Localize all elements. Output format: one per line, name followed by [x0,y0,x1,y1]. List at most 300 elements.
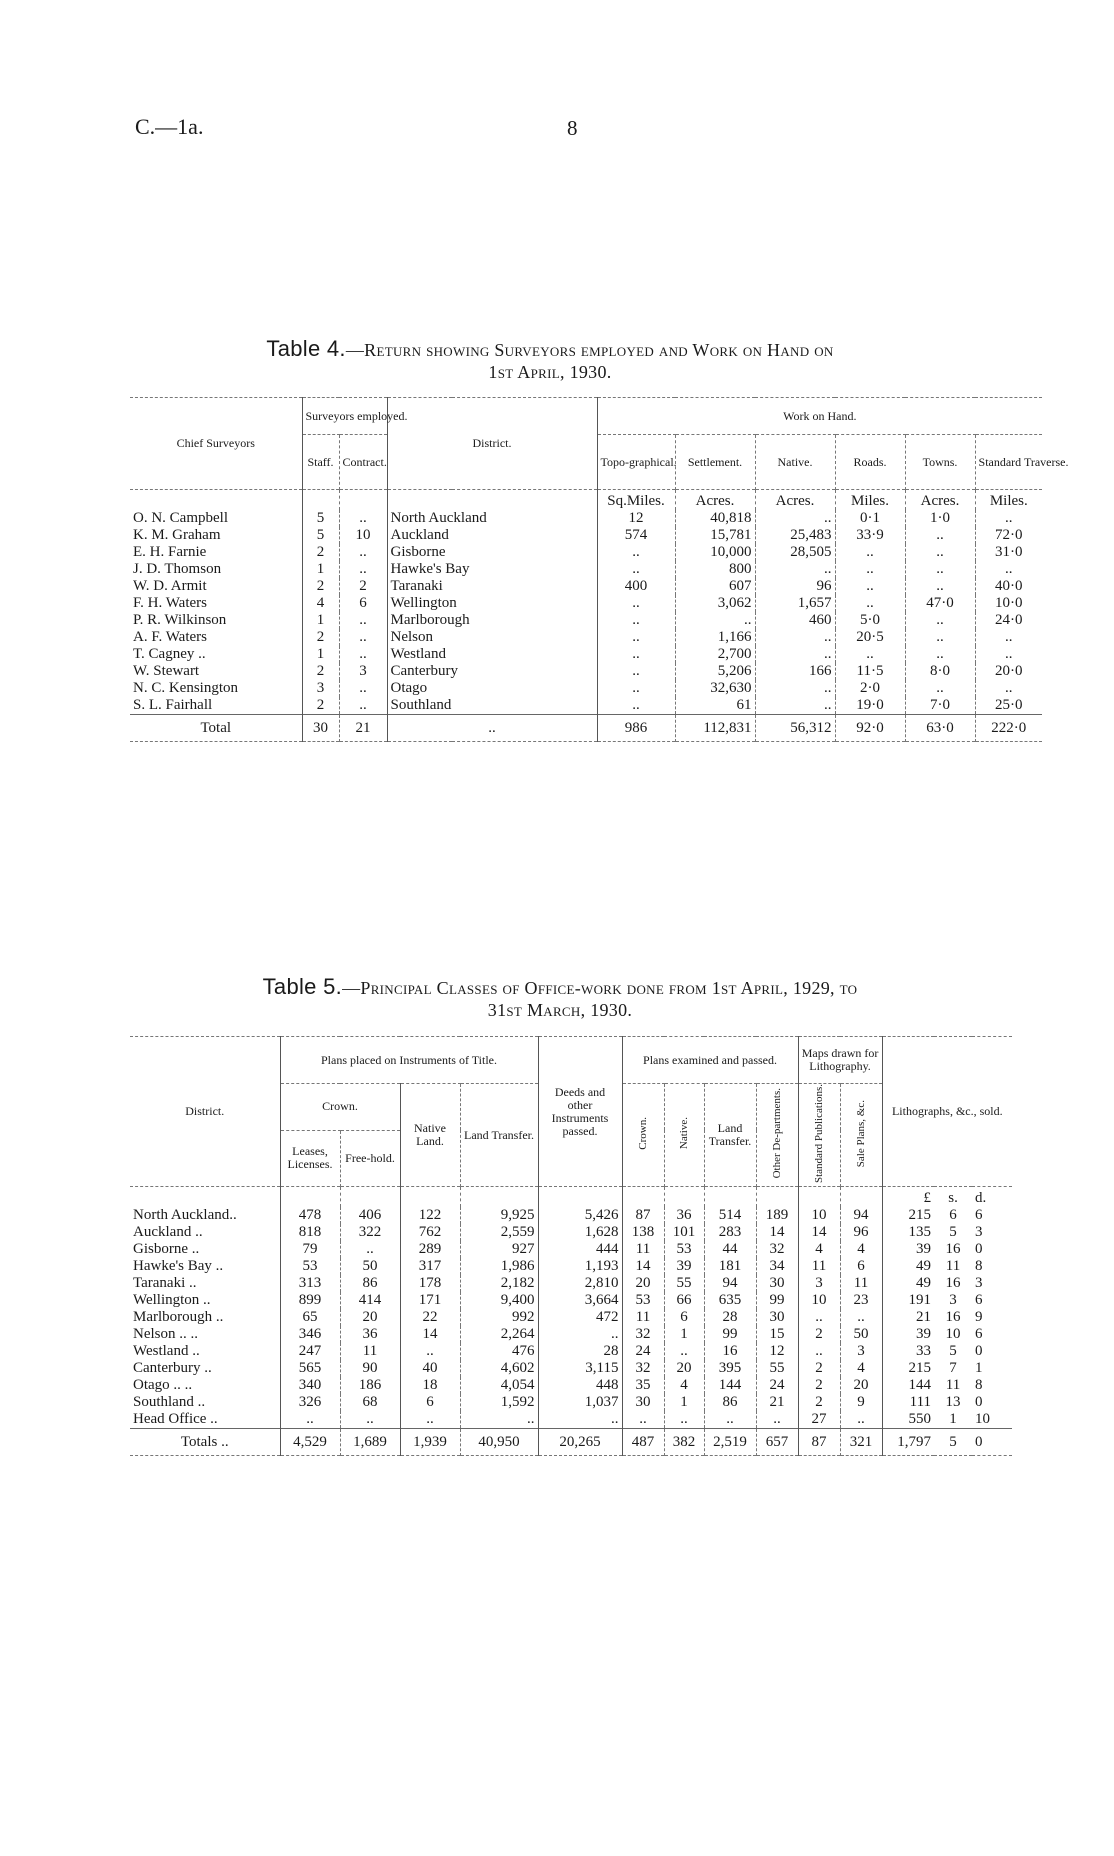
sale-plans-cell: 9 [840,1394,882,1411]
table5-caption [160,976,960,1021]
table-row [130,1309,1012,1326]
topo-cell: .. [597,646,675,663]
district-cell: Nelson [387,629,597,646]
freehold-cell: 20 [340,1309,400,1326]
pounds-cell: 33 [882,1343,934,1360]
table-row [130,1411,1012,1429]
ex-crown-cell: 87 [622,1207,664,1224]
col-leases: Leases, Licenses. [280,1130,340,1186]
sale-plans-cell: 3 [840,1343,882,1360]
deeds-cell: 3,115 [538,1360,622,1377]
ex-other-cell: 24 [756,1377,798,1394]
native-cell: .. [755,510,835,527]
pounds-cell: 135 [882,1224,934,1241]
pence-cell: 8 [975,1377,983,1393]
chief-surveyor-cell: W. Stewart [133,663,200,679]
total-settlement: 112,831 [675,715,755,742]
ex-land-transfer-cell: 16 [704,1343,756,1360]
roads-cell: 33·9 [835,527,905,544]
pounds-cell: 144 [882,1377,934,1394]
ex-other-cell: 189 [756,1207,798,1224]
leases-cell: 65 [280,1309,340,1326]
table5-label: Table 5. [262,974,343,999]
land-transfer-cell: 4,054 [460,1377,538,1394]
pence-cell: 10 [975,1411,991,1427]
ex-land-transfer-cell: 635 [704,1292,756,1309]
settlement-cell: 3,062 [675,595,755,612]
total-sale-plans: 321 [840,1429,882,1456]
pounds-cell: 111 [882,1394,934,1411]
leases-cell: 346 [280,1326,340,1343]
document-code: C.—1a. [135,114,204,139]
ex-native-cell: 36 [664,1207,704,1224]
freehold-cell: .. [340,1241,400,1258]
ex-crown-cell: 53 [622,1292,664,1309]
pence-cell: 0 [975,1343,983,1359]
standard-pubs-cell: 10 [798,1292,840,1309]
table-row [130,527,1042,544]
contract-cell: .. [339,697,387,715]
staff-cell: 2 [302,697,339,715]
district-cell: Wellington [387,595,597,612]
sale-plans-cell: .. [840,1411,882,1429]
native-land-cell: 18 [400,1377,460,1394]
pence-cell: 6 [975,1292,983,1308]
freehold-cell: 11 [340,1343,400,1360]
towns-cell: .. [905,629,975,646]
land-transfer-cell: 1,986 [460,1258,538,1275]
native-land-cell: 122 [400,1207,460,1224]
district-cell: Marlborough .. [133,1309,224,1325]
ex-land-transfer-cell: 28 [704,1309,756,1326]
col-contract: Contract. [339,435,387,490]
standard-cell: 10·0 [975,595,1042,612]
standard-pubs-cell: 3 [798,1275,840,1292]
settlement-cell: 800 [675,561,755,578]
district-cell: Gisborne [387,544,597,561]
ex-land-transfer-cell: 514 [704,1207,756,1224]
chief-surveyor-cell: K. M. Graham [133,527,221,543]
shillings-cell: 5 [949,1224,957,1240]
deeds-cell: 444 [538,1241,622,1258]
native-cell: .. [755,629,835,646]
shillings-cell: 7 [949,1360,957,1376]
district-cell: Nelson .. .. [133,1326,198,1342]
district-cell: North Auckland.. [133,1207,237,1223]
chief-surveyor-cell: T. Cagney .. [133,646,206,662]
table5-title-line1: —Principal Classes of Office-work done from 1st April, 1929, to [342,978,858,998]
pence-cell: 0 [975,1394,983,1410]
shillings-cell: 1 [949,1411,957,1427]
sale-plans-label: Sale Plans, &c. [855,1099,868,1168]
native-land-cell: 762 [400,1224,460,1241]
topo-cell: .. [597,629,675,646]
roads-cell: .. [835,544,905,561]
standard-cell: 25·0 [975,697,1042,715]
total-shillings: 5 [949,1434,957,1450]
table-row [130,1377,1012,1394]
col-ex-other [756,1084,798,1187]
district-cell: Hawke's Bay .. [133,1258,224,1274]
ex-other-label: Other De-partments. [771,1088,784,1179]
col-native: Native. [755,435,835,490]
total-pence: 0 [975,1434,983,1450]
col-chief-surveyors: Chief Surveyors [176,436,255,450]
total-standard: 222·0 [975,715,1042,742]
freehold-cell: 406 [340,1207,400,1224]
sale-plans-cell: 20 [840,1377,882,1394]
standard-cell: .. [975,561,1042,578]
pence-cell: 1 [975,1360,983,1376]
land-transfer-cell: 9,400 [460,1292,538,1309]
contract-cell: .. [339,646,387,663]
ex-native-label: Native. [678,1117,690,1150]
total-standard-pubs: 87 [798,1429,840,1456]
ex-crown-cell: 138 [622,1224,664,1241]
topo-cell: .. [597,561,675,578]
table5-total-row [130,1429,1012,1456]
col-sale-plans [840,1084,882,1187]
pounds-cell: 39 [882,1326,934,1343]
unit-standard: Miles. [975,490,1042,511]
table-row [130,510,1042,527]
table4-label: Table 4. [266,336,346,361]
total-land-transfer: 40,950 [460,1429,538,1456]
pence-cell: 0 [975,1241,983,1257]
native-land-cell: 14 [400,1326,460,1343]
total-contract: 21 [339,715,387,742]
chief-surveyor-cell: A. F. Waters [133,629,207,645]
native-land-cell: 178 [400,1275,460,1292]
topo-cell: .. [597,612,675,629]
col-ex-native [664,1084,704,1187]
freehold-cell: .. [340,1411,400,1429]
standard-cell: 72·0 [975,527,1042,544]
sale-plans-cell: 4 [840,1360,882,1377]
ex-native-cell: 55 [664,1275,704,1292]
col-district: District. [387,398,597,490]
standard-pubs-cell: 2 [798,1326,840,1343]
chief-surveyor-cell: J. D. Thomson [133,561,222,577]
total-pounds: 1,797 [882,1429,934,1456]
standard-cell: .. [975,510,1042,527]
chief-surveyor-cell: P. R. Wilkinson [133,612,227,628]
col-work-on-hand: Work on Hand. [597,398,1042,435]
land-transfer-cell: 9,925 [460,1207,538,1224]
shillings-cell: 5 [949,1343,957,1359]
ex-native-cell: 4 [664,1377,704,1394]
shillings-cell: 16 [945,1275,961,1291]
native-land-cell: 289 [400,1241,460,1258]
sale-plans-cell: .. [840,1309,882,1326]
staff-cell: 2 [302,544,339,561]
total-native: 56,312 [755,715,835,742]
ex-native-cell: 1 [664,1326,704,1343]
native-cell: 166 [755,663,835,680]
ex-native-cell: 39 [664,1258,704,1275]
ex-native-cell: 53 [664,1241,704,1258]
towns-cell: .. [905,680,975,697]
staff-cell: 4 [302,595,339,612]
table-row [130,646,1042,663]
native-land-cell: .. [400,1411,460,1429]
settlement-cell: .. [675,612,755,629]
land-transfer-cell: 927 [460,1241,538,1258]
table-row [130,1275,1012,1292]
leases-cell: 313 [280,1275,340,1292]
table4 [130,397,1069,744]
staff-cell: 1 [302,561,339,578]
sale-plans-cell: 23 [840,1292,882,1309]
col-freehold: Free-hold. [340,1130,400,1186]
total-district: .. [387,715,597,742]
leases-cell: 79 [280,1241,340,1258]
sale-plans-cell: 50 [840,1326,882,1343]
col-lithographs: Lithographs, &c., sold. [882,1037,1012,1187]
land-transfer-cell: 4,602 [460,1360,538,1377]
standard-pubs-cell: 2 [798,1377,840,1394]
district-cell: Taranaki [387,578,597,595]
standard-pubs-cell: 27 [798,1411,840,1429]
totals-label: Totals .. [180,1434,229,1450]
ex-native-cell: .. [664,1411,704,1429]
table-row [130,561,1042,578]
topo-cell: .. [597,595,675,612]
leases-cell: .. [280,1411,340,1429]
ex-native-cell: 6 [664,1309,704,1326]
pence-cell: 3 [975,1275,983,1291]
staff-cell: 3 [302,680,339,697]
table-row [130,1241,1012,1258]
native-land-cell: 171 [400,1292,460,1309]
standard-cell: 20·0 [975,663,1042,680]
native-cell: .. [755,646,835,663]
topo-cell: .. [597,663,675,680]
towns-cell: 7·0 [905,697,975,715]
ex-other-cell: 55 [756,1360,798,1377]
standard-pubs-cell: 11 [798,1258,840,1275]
col-deeds: Deeds and other Instruments passed. [538,1037,622,1187]
native-land-cell: 22 [400,1309,460,1326]
table-row [130,578,1042,595]
ex-land-transfer-cell: 44 [704,1241,756,1258]
ex-other-cell: 15 [756,1326,798,1343]
district-cell: Westland [387,646,597,663]
table-row [130,1207,1012,1224]
col-ex-land-transfer: Land Transfer. [704,1084,756,1187]
table-row [130,1326,1012,1343]
native-land-cell: 317 [400,1258,460,1275]
col-towns: Towns. [905,435,975,490]
ex-native-cell: 66 [664,1292,704,1309]
staff-cell: 2 [302,663,339,680]
table-row [130,595,1042,612]
pounds-cell: 49 [882,1258,934,1275]
standard-cell: 40·0 [975,578,1042,595]
shillings-cell: 11 [945,1258,961,1274]
standard-pubs-label: Standard Publications. [813,1084,826,1183]
sale-plans-cell: 6 [840,1258,882,1275]
chief-surveyor-cell: O. N. Campbell [133,510,228,526]
standard-cell: .. [975,629,1042,646]
sale-plans-cell: 94 [840,1207,882,1224]
deeds-cell: .. [538,1411,622,1429]
shillings-cell: 10 [945,1326,961,1342]
freehold-cell: 322 [340,1224,400,1241]
roads-cell: 20·5 [835,629,905,646]
contract-cell: 2 [339,578,387,595]
standard-pubs-cell: 4 [798,1241,840,1258]
unit-topo: Sq.Miles. [597,490,675,511]
ex-crown-cell: 35 [622,1377,664,1394]
total-deeds: 20,265 [538,1429,622,1456]
table-row [130,1292,1012,1309]
deeds-cell: 2,810 [538,1275,622,1292]
col-crown-group: Crown. [280,1084,400,1131]
col-plans-examined: Plans examined and passed. [622,1037,798,1084]
settlement-cell: 5,206 [675,663,755,680]
towns-cell: .. [905,578,975,595]
col-standard-pubs [798,1084,840,1187]
settlement-cell: 15,781 [675,527,755,544]
standard-pubs-cell: 2 [798,1394,840,1411]
district-cell: Otago [387,680,597,697]
ex-crown-cell: 32 [622,1326,664,1343]
standard-cell: .. [975,680,1042,697]
leases-cell: 899 [280,1292,340,1309]
table-row [130,680,1042,697]
shillings-cell: 16 [945,1309,961,1325]
roads-cell: 0·1 [835,510,905,527]
towns-cell: 47·0 [905,595,975,612]
unit-pounds: £ [882,1187,934,1208]
table4-total-row [130,715,1042,742]
topo-cell: .. [597,544,675,561]
towns-cell: .. [905,544,975,561]
chief-surveyor-cell: S. L. Fairhall [133,697,213,713]
unit-towns: Acres. [905,490,975,511]
col-standard-traverse: Standard Traverse. [975,435,1042,490]
district-cell: Southland .. [133,1394,206,1410]
native-cell: 28,505 [755,544,835,561]
ex-land-transfer-cell: .. [704,1411,756,1429]
land-transfer-cell: 1,592 [460,1394,538,1411]
settlement-cell: 61 [675,697,755,715]
district-cell: Auckland [387,527,597,544]
land-transfer-cell: 2,264 [460,1326,538,1343]
pence-cell: 6 [975,1207,983,1223]
freehold-cell: 50 [340,1258,400,1275]
staff-cell: 5 [302,510,339,527]
page-number: 8 [567,116,578,140]
pence-cell: 6 [975,1326,983,1342]
deeds-cell: 472 [538,1309,622,1326]
district-cell: Wellington .. [133,1292,211,1308]
deeds-cell: .. [538,1326,622,1343]
total-topo: 986 [597,715,675,742]
roads-cell: 2·0 [835,680,905,697]
leases-cell: 53 [280,1258,340,1275]
ex-other-cell: 30 [756,1275,798,1292]
shillings-cell: 13 [945,1394,961,1410]
ex-other-cell: 99 [756,1292,798,1309]
total-staff: 30 [302,715,339,742]
unit-shillings: s. [948,1190,958,1206]
table-row [130,612,1042,629]
ex-crown-cell: 14 [622,1258,664,1275]
settlement-cell: 607 [675,578,755,595]
col-native-land: Native Land. [400,1084,460,1187]
table5 [130,1036,1012,1458]
table-row [130,663,1042,680]
district-cell: North Auckland [387,510,597,527]
native-cell: .. [755,680,835,697]
chief-surveyor-cell: E. H. Farnie [133,544,207,560]
pence-cell: 3 [975,1224,983,1240]
ex-other-cell: 21 [756,1394,798,1411]
ex-land-transfer-cell: 144 [704,1377,756,1394]
table-row [130,1394,1012,1411]
standard-cell: 24·0 [975,612,1042,629]
total-ex-crown: 487 [622,1429,664,1456]
leases-cell: 247 [280,1343,340,1360]
deeds-cell: 5,426 [538,1207,622,1224]
roads-cell: 11·5 [835,663,905,680]
native-land-cell: 40 [400,1360,460,1377]
contract-cell: .. [339,544,387,561]
deeds-cell: 1,193 [538,1258,622,1275]
standard-pubs-cell: .. [798,1343,840,1360]
district-cell: Head Office .. [133,1411,218,1427]
ex-land-transfer-cell: 99 [704,1326,756,1343]
contract-cell: 3 [339,663,387,680]
ex-land-transfer-cell: 283 [704,1224,756,1241]
ex-land-transfer-cell: 395 [704,1360,756,1377]
roads-cell: .. [835,646,905,663]
topo-cell: 400 [597,578,675,595]
col-surveyors-employed: Surveyors employed. [302,398,387,435]
ex-land-transfer-cell: 181 [704,1258,756,1275]
leases-cell: 478 [280,1207,340,1224]
table4-title-line1: —Return showing Surveyors employed and Work on Hand on [345,340,834,360]
col-district: District. [185,1104,225,1118]
sale-plans-cell: 96 [840,1224,882,1241]
roads-cell: .. [835,578,905,595]
ex-crown-cell: 24 [622,1343,664,1360]
ex-native-cell: 20 [664,1360,704,1377]
standard-cell: 31·0 [975,544,1042,561]
pence-cell: 8 [975,1258,983,1274]
district-cell: Hawke's Bay [387,561,597,578]
native-cell: .. [755,561,835,578]
ex-crown-label: Crown. [637,1117,649,1150]
contract-cell: 6 [339,595,387,612]
pence-cell: 9 [975,1309,983,1325]
towns-cell: .. [905,612,975,629]
district-cell: Taranaki .. [133,1275,197,1291]
table-row [130,1360,1012,1377]
settlement-cell: 2,700 [675,646,755,663]
standard-pubs-cell: 14 [798,1224,840,1241]
chief-surveyor-cell: N. C. Kensington [133,680,238,696]
land-transfer-cell: 476 [460,1343,538,1360]
roads-cell: .. [835,595,905,612]
pounds-cell: 49 [882,1275,934,1292]
table5-title-line2: 31st March, 1930. [487,1000,633,1020]
contract-cell: .. [339,612,387,629]
contract-cell: .. [339,629,387,646]
district-cell: Gisborne .. [133,1241,200,1257]
